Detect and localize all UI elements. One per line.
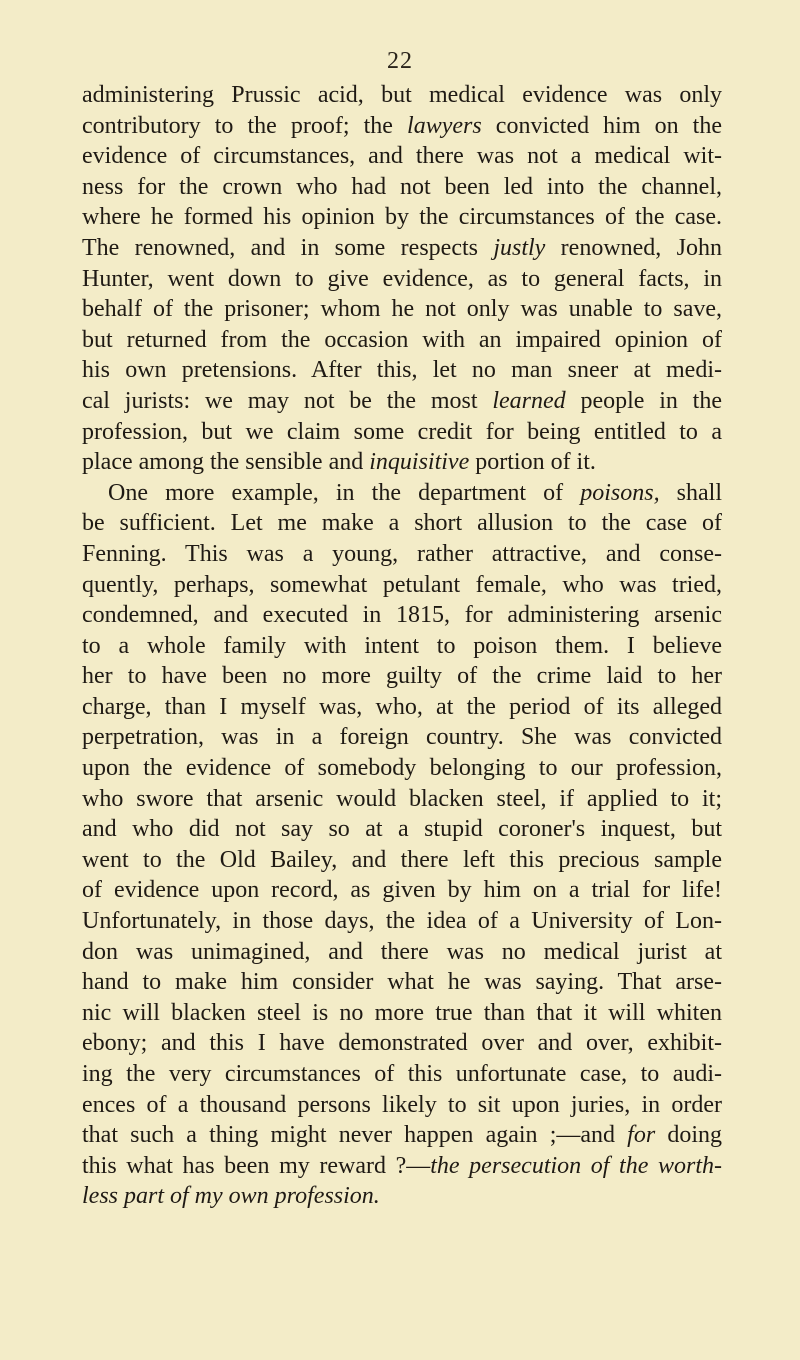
text-run: that such a thing might never happen again ;—and: [82, 1122, 628, 1149]
text-run: condemned, and executed in 1815, for administering arsenic: [82, 602, 722, 629]
text-run: and who did not say so at a stupid coroner's inquest, but: [82, 816, 722, 843]
text-line: [82, 141, 722, 172]
text-line: [82, 355, 722, 386]
text-line: [82, 478, 722, 509]
italic-text: learned: [492, 387, 566, 414]
text-run: ness for the crown who had not been led into the channel,: [82, 173, 722, 200]
text-run: One more example, in the department of: [108, 479, 581, 506]
paragraph: [82, 80, 722, 478]
text-run: his own pretensions. After this, let no man sneer at medi-: [82, 357, 722, 384]
text-run: portion of it.: [469, 449, 596, 476]
text-line: [82, 600, 722, 631]
body-text: [82, 80, 722, 1212]
text-run: convicted him on the: [481, 112, 722, 139]
text-line: [82, 784, 722, 815]
text-line: [82, 1090, 722, 1121]
text-run: upon the evidence of somebody belonging to our profession,: [82, 755, 722, 782]
text-run: place among the sensible and: [82, 449, 370, 476]
text-run: where he formed his opinion by the circumstances of the case.: [82, 204, 722, 231]
text-run: hand to make him consider what he was saying. That arse-: [82, 969, 722, 996]
text-line: [82, 1181, 722, 1212]
text-run: Hunter, went down to give evidence, as to general facts, in: [82, 265, 722, 292]
text-run: of evidence upon record, as given by him on a trial for life!: [82, 877, 722, 904]
text-run: who swore that arsenic would blacken steel, if applied to it;: [82, 785, 722, 812]
text-run: cal jurists: we may not be the most: [82, 387, 493, 414]
text-line: [82, 753, 722, 784]
text-run: but returned from the occasion with an impaired opinion of: [82, 326, 722, 353]
text-run: Unfortunately, in those days, the idea of a University of Lon-: [82, 908, 722, 935]
text-line: [82, 202, 722, 233]
text-line: [82, 661, 722, 692]
text-line: [82, 1120, 722, 1151]
text-run: nic will blacken steel is no more true than that it will whiten: [82, 999, 722, 1026]
paragraph: [82, 478, 722, 1212]
text-run: people in the: [565, 387, 722, 414]
italic-text: poisons,: [580, 479, 660, 506]
text-run: went to the Old Bailey, and there left this precious sample: [82, 846, 722, 873]
italic-text: less part of my own profession.: [82, 1183, 380, 1210]
italic-text: lawyers: [407, 112, 482, 139]
text-line: [82, 172, 722, 203]
text-run: ing the very circumstances of this unfortunate case, to audi-: [82, 1061, 722, 1087]
text-line: [82, 570, 722, 601]
text-line: [82, 722, 722, 753]
text-run: profession, but we claim some credit for being entitled to a: [82, 418, 722, 445]
text-run: behalf of the prisoner; whom he not only was unable to save,: [82, 296, 722, 323]
text-line: [82, 631, 722, 662]
text-run: contributory to the proof; the: [82, 112, 408, 139]
italic-text: inquisitive: [369, 449, 470, 476]
text-line: [82, 264, 722, 295]
text-run: doing: [655, 1122, 722, 1149]
text-line: [82, 1151, 722, 1182]
text-line: [82, 80, 722, 111]
text-line: [82, 814, 722, 845]
italic-text: for: [627, 1122, 656, 1149]
text-line: [82, 508, 722, 539]
text-line: [82, 447, 722, 478]
text-run: be sufficient. Let me make a short allusion to the case of: [82, 510, 722, 537]
text-line: [82, 1028, 722, 1059]
text-run: administering Prussic acid, but medical evidence was only: [82, 82, 722, 108]
text-run: don was unimagined, and there was no medical jurist at: [82, 938, 722, 965]
text-line: [82, 998, 722, 1029]
text-line: [82, 845, 722, 876]
text-line: [82, 417, 722, 448]
text-run: this what has been my reward ?—: [82, 1152, 431, 1179]
text-run: ences of a thousand persons likely to sit upon juries, in order: [82, 1091, 722, 1118]
text-line: [82, 937, 722, 968]
text-run: charge, than I myself was, who, at the period of its alleged: [82, 693, 722, 720]
text-line: [82, 1059, 722, 1090]
text-line: [82, 692, 722, 723]
text-run: renowned, John: [545, 234, 722, 261]
page-number: 22: [387, 48, 413, 74]
text-line: [82, 906, 722, 937]
text-run: her to have been no more guilty of the crime laid to her: [82, 663, 722, 690]
text-run: perpetration, was in a foreign country. She was convicted: [82, 724, 722, 751]
text-run: The renowned, and in some respects: [82, 234, 494, 261]
text-run: ebony; and this I have demonstrated over and over, exhibit-: [82, 1030, 722, 1057]
text-run: to a whole family with intent to poison them. I believe: [82, 632, 722, 659]
text-line: [82, 325, 722, 356]
text-line: [82, 539, 722, 570]
text-run: Fenning. This was a young, rather attractive, and conse-: [82, 540, 722, 567]
italic-text: the persecution of the worth-: [430, 1152, 722, 1179]
text-line: [82, 111, 722, 142]
text-line: [82, 386, 722, 417]
text-run: shall: [659, 479, 723, 506]
italic-text: justly: [493, 234, 546, 261]
text-run: evidence of circumstances, and there was not a medical wit-: [82, 143, 722, 170]
text-line: [82, 233, 722, 264]
text-line: [82, 294, 722, 325]
text-run: quently, perhaps, somewhat petulant female, who was tried,: [82, 571, 722, 598]
text-line: [82, 875, 722, 906]
text-line: [82, 967, 722, 998]
